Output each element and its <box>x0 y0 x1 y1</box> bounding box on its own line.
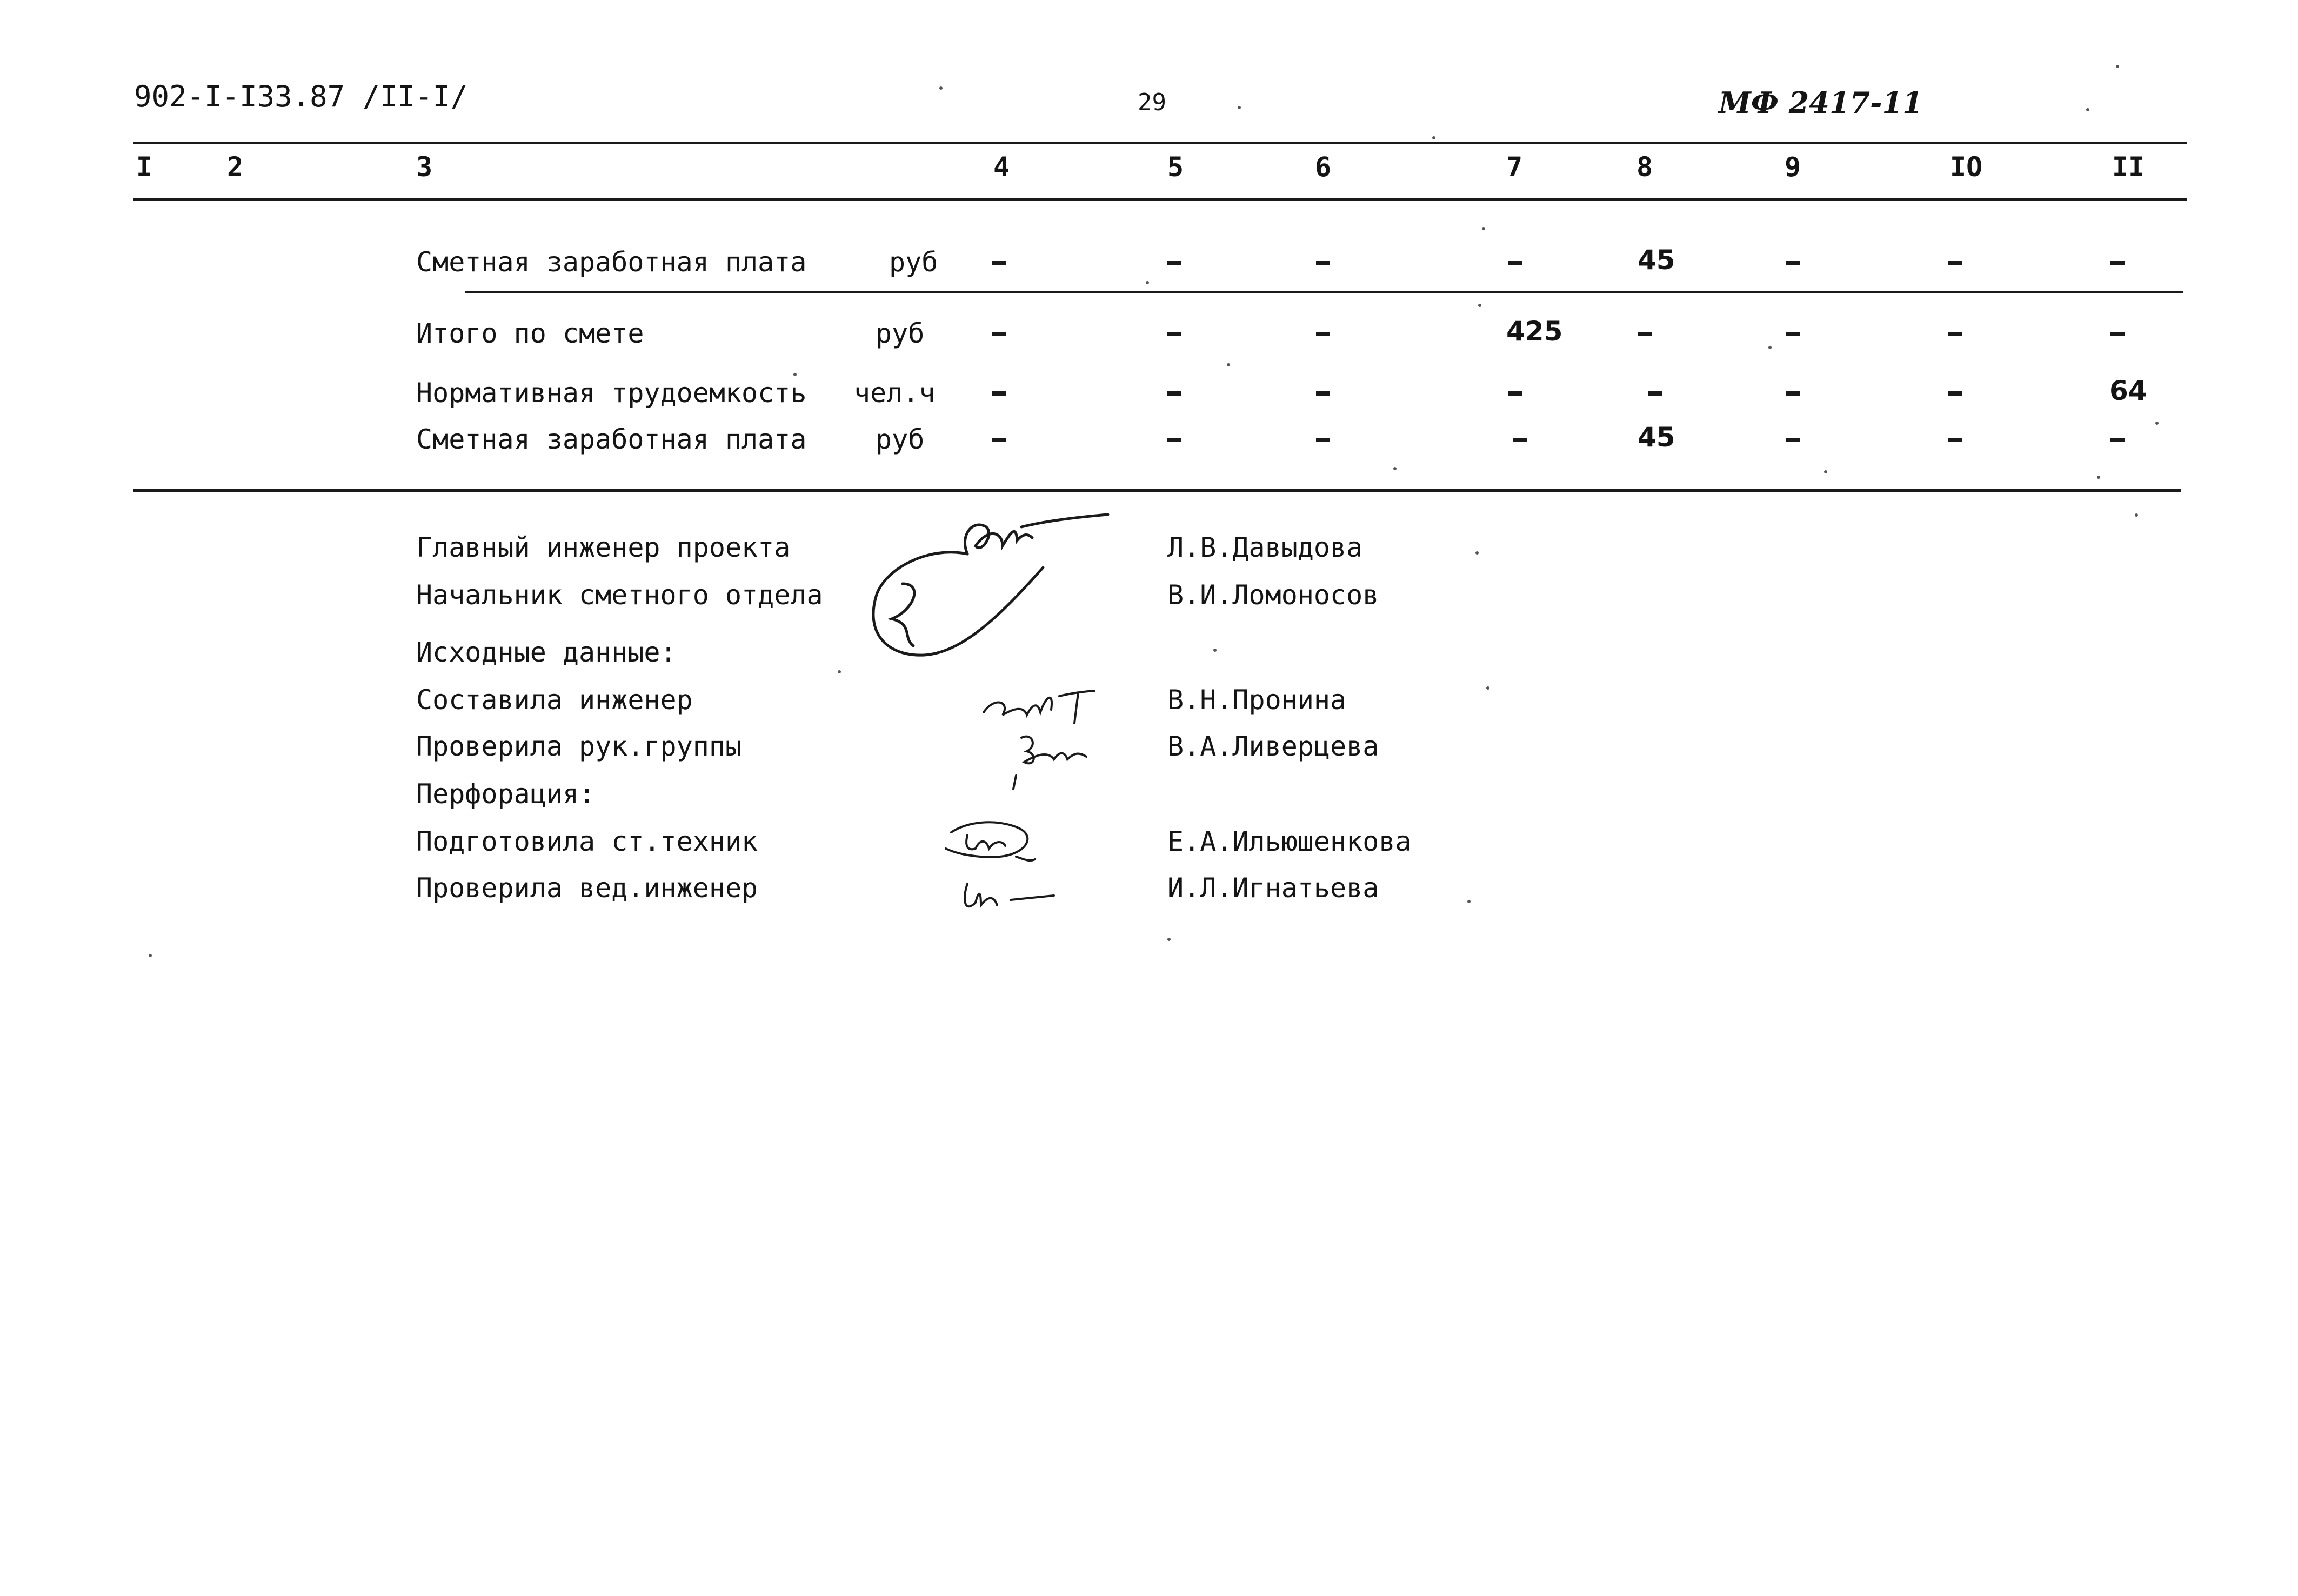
column-number: 3 <box>416 151 433 183</box>
document-code: 902-I-I33.87 /II-I/ <box>134 79 468 113</box>
scan-speck <box>1478 304 1481 307</box>
empty-cell-dash <box>1948 261 1962 265</box>
scan-speck <box>1227 363 1230 366</box>
archive-code: МФ 2417-11 <box>1719 85 1923 120</box>
scan-speck <box>1467 900 1471 903</box>
scan-speck <box>1146 281 1149 284</box>
scan-speck <box>1486 686 1489 690</box>
empty-cell-dash <box>1786 438 1800 442</box>
scan-speck <box>1482 227 1485 230</box>
empty-cell-dash <box>1316 332 1330 336</box>
row-name: Нормативная трудоемкость <box>416 377 807 409</box>
column-number: 9 <box>1785 151 1801 183</box>
empty-cell-dash <box>1786 391 1800 396</box>
empty-cell-dash <box>1508 391 1522 396</box>
scan-speck <box>2135 513 2138 517</box>
signatory-name: В.Н.Пронина <box>1167 684 1347 716</box>
row-unit: руб <box>876 424 925 455</box>
empty-cell-dash <box>1316 438 1330 442</box>
row-unit: чел.ч <box>854 377 936 409</box>
column-number: II <box>2112 151 2145 183</box>
empty-cell-dash <box>1786 261 1800 265</box>
signature-mark-chief-engineer <box>865 503 1124 670</box>
empty-cell-dash <box>1786 332 1800 336</box>
signature-role: Проверила вед.инженер <box>416 872 758 904</box>
scan-speck <box>1167 938 1171 941</box>
signatory-name: И.Л.Игнатьева <box>1167 872 1379 904</box>
empty-cell-dash <box>1167 391 1181 396</box>
row-name: Сметная заработная плата <box>416 246 807 278</box>
signatory-name: В.А.Ливерцева <box>1167 731 1379 762</box>
row-value: 45 <box>1638 422 1675 453</box>
signatory-name: Е.А.Ильюшенкова <box>1167 826 1412 857</box>
row-value: 64 <box>2109 375 2147 406</box>
column-number: 8 <box>1636 151 1653 183</box>
column-number: 6 <box>1315 151 1332 183</box>
row-name: Сметная заработная плата <box>416 424 807 455</box>
signatory-name: В.И.Ломоносов <box>1167 579 1379 611</box>
empty-cell-dash <box>1167 438 1181 442</box>
signature-role: Подготовила ст.техник <box>416 826 758 857</box>
table-top-rule <box>133 142 2187 144</box>
scan-speck <box>149 954 152 957</box>
scan-speck <box>793 373 797 376</box>
header-bottom-rule <box>133 198 2187 201</box>
scan-speck <box>1824 470 1827 473</box>
empty-cell-dash <box>1948 332 1962 336</box>
scan-speck <box>1432 136 1435 139</box>
empty-cell-dash <box>2110 261 2125 265</box>
subtotal-rule <box>465 291 2183 293</box>
table-bottom-rule <box>133 489 2181 492</box>
row-name: Итого по смете <box>416 318 644 349</box>
section-label: Перфорация: <box>416 778 596 810</box>
empty-cell-dash <box>1648 391 1662 396</box>
empty-cell-dash <box>992 332 1006 336</box>
scan-speck <box>939 86 943 90</box>
empty-cell-dash <box>992 391 1006 396</box>
column-number: I <box>136 151 153 183</box>
row-value: 45 <box>1638 244 1675 276</box>
row-unit: руб <box>889 246 938 278</box>
empty-cell-dash <box>2110 438 2125 442</box>
empty-cell-dash <box>1167 261 1181 265</box>
signature-role: Главный инженер проекта <box>416 532 791 563</box>
empty-cell-dash <box>992 261 1006 265</box>
scan-speck <box>2086 108 2089 111</box>
signature-mark-lead-engineer <box>951 867 1070 927</box>
column-number: 4 <box>993 151 1010 183</box>
row-value: 425 <box>1506 316 1563 347</box>
empty-cell-dash <box>1316 261 1330 265</box>
signature-mark-group-lead <box>1005 724 1124 794</box>
column-number: 2 <box>227 151 244 183</box>
column-number: 5 <box>1167 151 1184 183</box>
column-number: 7 <box>1506 151 1523 183</box>
scan-speck <box>1393 467 1397 470</box>
scan-speck <box>838 670 841 673</box>
signatory-name: Л.В.Давыдова <box>1167 532 1363 563</box>
column-number: IO <box>1950 151 1983 183</box>
scan-speck <box>1475 551 1479 555</box>
section-label: Исходные данные: <box>416 637 677 668</box>
signature-role: Составила инженер <box>416 684 693 716</box>
empty-cell-dash <box>1508 261 1522 265</box>
empty-cell-dash <box>992 438 1006 442</box>
empty-cell-dash <box>1948 391 1962 396</box>
empty-cell-dash <box>1316 391 1330 396</box>
empty-cell-dash <box>1513 438 1527 442</box>
signature-role: Проверила рук.группы <box>416 731 742 762</box>
row-unit: руб <box>876 318 925 349</box>
scan-speck <box>1238 106 1241 109</box>
empty-cell-dash <box>2110 332 2125 336</box>
scan-speck <box>2097 476 2100 479</box>
scan-speck <box>1768 346 1772 349</box>
scan-speck <box>2155 422 2159 425</box>
signature-role: Начальник сметного отдела <box>416 579 823 611</box>
page-number: 29 <box>1138 89 1166 116</box>
empty-cell-dash <box>1948 438 1962 442</box>
empty-cell-dash <box>1167 332 1181 336</box>
empty-cell-dash <box>1638 332 1652 336</box>
scan-speck <box>1213 649 1217 652</box>
scan-speck <box>2116 65 2119 68</box>
